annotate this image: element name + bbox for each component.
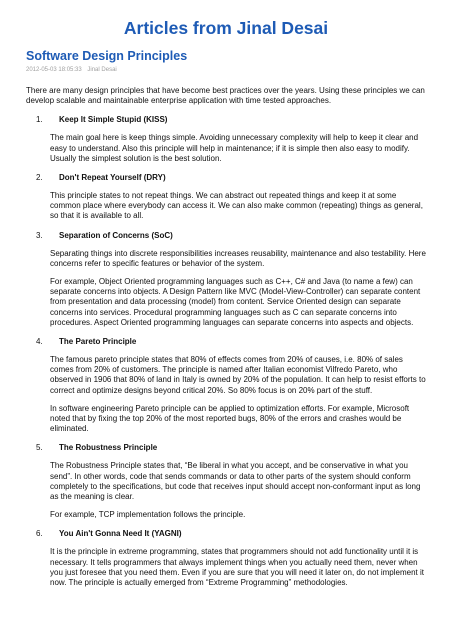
principles-list xyxy=(26,115,426,588)
principle-heading xyxy=(26,337,426,347)
principle-body xyxy=(26,133,426,164)
principle-title: The Pareto Principle xyxy=(59,337,137,347)
principle-paragraph: Separating things into discrete responsibilities increases reusability, maintenance and also testability. Here concerns refer to specific features or behavior of the system. xyxy=(50,248,426,268)
principle-paragraph: The famous pareto principle states that 80% of effects comes from 20% of causes, i.e. 80% of sales comes from 20% of customers. The principle is named after Italian economist Vilfredo Pareto, who observed in 1906 that 80% of land in Italy is owned by 20% of the population. It can help to resist efforts to correct and optimize designs beyond critical 20%. So 80% focus is on 20% part of the stuff. xyxy=(50,355,426,395)
principle-paragraph: The main goal here is keep things simple. Avoiding unnecessary complexity will help to keep it clear and easy to understand. Also this principle will help in maintenance; if it is simple then also easy to modify. Usually the simplest solution is the best solution. xyxy=(50,133,419,163)
article-date: 2012-05-03 18:05:33 xyxy=(26,67,82,73)
principle-paragraph: It is the principle in extreme programming, states that programmers should not add functionality until it is necessary. It tells programmers that always implement things when you actually need them, never when you just foresee that you need them. Even if you are sure that you will need it later on, do not implement it now. The principle is actually emerged from “Extreme Programming” methodologies. xyxy=(50,547,424,588)
principle-body xyxy=(26,547,426,588)
principle-body xyxy=(26,461,426,520)
principle-item xyxy=(26,115,426,164)
principle-title: Separation of Concerns (SoC) xyxy=(59,230,173,240)
principle-number: 4. xyxy=(36,337,43,347)
article-meta xyxy=(26,66,426,74)
principle-item xyxy=(26,529,426,588)
principle-item xyxy=(26,337,426,434)
principle-item xyxy=(26,231,426,328)
principle-title: Don't Repeat Yourself (DRY) xyxy=(59,173,166,183)
principle-heading xyxy=(26,231,426,241)
principle-heading xyxy=(26,173,426,183)
principle-body xyxy=(26,249,426,328)
article-intro: There are many design principles that have become best practices over the years. Using these principles we can develop scalable and maintainable enterprise application with time tested approaches. xyxy=(26,86,425,106)
principle-body xyxy=(26,355,426,434)
principle-paragraph: For example, Object Oriented programming languages such as C++, C# and Java (to name a few) can separate concerns into objects. A Design Pattern like MVC (Model-View-Controller) can separate content from presentation and data processing (model) from content. Service Oriented design can separate concerns into services. Procedural programming languages such as C can separate concerns into procedures. Aspect Oriented programming languages can separate concerns into aspects and objects. xyxy=(50,277,421,327)
principle-heading xyxy=(26,529,426,539)
principle-title: The Robustness Principle xyxy=(59,443,158,453)
principle-number: 3. xyxy=(36,230,43,240)
principle-item xyxy=(26,443,426,520)
principle-title: Keep It Simple Stupid (KISS) xyxy=(59,115,168,125)
principle-heading xyxy=(26,115,426,125)
principle-number: 2. xyxy=(36,173,43,183)
principle-number: 5. xyxy=(36,443,43,453)
principle-number: 1. xyxy=(36,115,43,125)
principle-paragraph: For example, TCP implementation follows the principle. xyxy=(50,510,246,520)
article-author[interactable]: Jinal Desai xyxy=(87,67,117,73)
principle-body xyxy=(26,191,426,222)
principle-paragraph: The Robustness Principle states that, “Be liberal in what you accept, and be conservative in what you send”. In other words, code that sends commands or data to other parts of the system should conform completely to the specifications, but code that receives input should accept non-conformant input as long as the meaning is clear. xyxy=(50,461,421,502)
principle-title: You Ain't Gonna Need It (YAGNI) xyxy=(59,529,182,539)
principle-number: 6. xyxy=(36,529,43,539)
principle-paragraph: This principle states to not repeat things. We can abstract out repeated things and keep it at some common place where everybody can access it. We can also make common (repeating) things as general, so that it is available to all. xyxy=(50,191,423,221)
site-title: Articles from Jinal Desai xyxy=(123,18,329,38)
principle-paragraph: In software engineering Pareto principle can be applied to optimization efforts. For example, Microsoft noted that by fixing the top 20% of the most reported bugs, 80% of the errors and crashes would be eliminated. xyxy=(50,403,410,434)
article-title[interactable]: Software Design Principles xyxy=(26,49,188,63)
principle-heading xyxy=(26,443,426,453)
principle-item xyxy=(26,173,426,222)
